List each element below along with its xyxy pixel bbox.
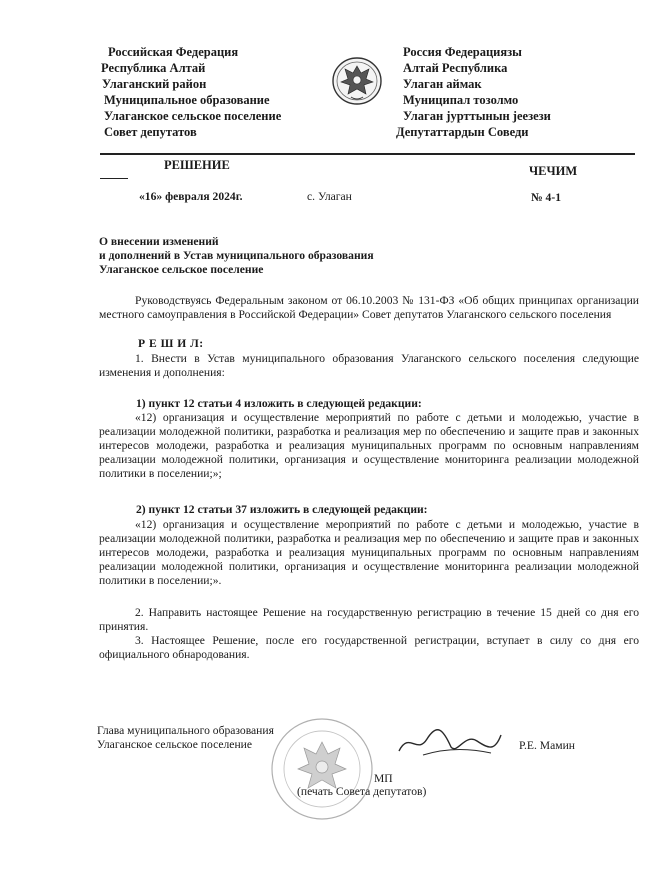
preamble: Руководствуясь Федеральным законом от 06.10.2003 № 131-ФЗ «Об общих принципах организации местного самоуправления в Российской Федерации» Совет депутатов Улаганского сельского поселения xyxy=(99,294,639,321)
header-left-line: Республика Алтай xyxy=(101,61,206,75)
item-3: 3. Настоящее Решение, после его государственной регистрации, вступает в силу со дня его официального обнародования. xyxy=(99,634,639,661)
subject xyxy=(99,235,374,277)
subject-line: и дополнений в Устав муниципального образования xyxy=(99,249,374,262)
header-right-line: Россия Федерациязы xyxy=(403,45,522,59)
signature-title-line: Улаганское сельское поселение xyxy=(97,738,252,751)
coat-of-arms-emblem xyxy=(331,56,383,106)
signatory-name: Р.Е. Мамин xyxy=(519,739,575,752)
header-right-line: Депутаттардын Соведи xyxy=(396,125,529,139)
header-left-line: Улаганский район xyxy=(102,77,207,91)
doc-number: № 4-1 xyxy=(531,191,562,204)
doc-type-left: РЕШЕНИЕ xyxy=(164,158,230,172)
header-left-line: Улаганское сельское поселение xyxy=(104,109,282,123)
header-left-line: Муниципальное образование xyxy=(104,93,270,107)
sub-2-text: «12) организация и осуществление мероприятий по работе с детьми и молодежью, участие в реализации молодежной политики, разработка и реализация мер по обеспечению и защите прав и законных интересов молодежи, разработка и реализация муниципальных программ по основным направлениям реализации молодежной политики, организация и осуществление мониторинга реализации молодежной политики в поселении;». xyxy=(99,518,639,587)
header-right-line: Муниципал тозолмо xyxy=(403,93,519,107)
sub-1-text: «12) организация и осуществление мероприятий по работе с детьми и молодежью, участие в реализации молодежной политики, разработка и реализация мер по обеспечению и защите прав и законных интересов молодежи, разработка и реализация муниципальных программ по основным направлениям реализации молодежной политики, организация и осуществление мониторинга реализации молодежной политики в поселении;»; xyxy=(99,411,639,480)
doc-type-right: ЧЕЧИМ xyxy=(529,164,578,178)
header-right xyxy=(396,44,551,140)
subject-line: Улаганское сельское поселение xyxy=(99,263,264,276)
signature-title xyxy=(97,724,274,752)
header-left xyxy=(101,44,281,140)
decided-label: Р Е Ш И Л: xyxy=(138,337,204,350)
sub-1-heading: 1) пункт 12 статьи 4 изложить в следующей редакции: xyxy=(136,397,422,410)
doc-place: с. Улаган xyxy=(307,190,352,203)
signature-title-line: Глава муниципального образования xyxy=(97,724,274,737)
header-right-line: Улаган аймак xyxy=(403,77,482,91)
stamp-note: (печать Совета депутатов) xyxy=(297,785,427,798)
header-left-line: Совет депутатов xyxy=(104,125,197,139)
item-1: 1. Внести в Устав муниципального образования Улаганского сельского поселения следующие изменения и дополнения: xyxy=(99,352,639,379)
doc-date: «16» февраля 2024г. xyxy=(139,190,243,203)
subject-line: О внесении изменений xyxy=(99,235,219,248)
header-left-line: Российская Федерация xyxy=(108,45,239,59)
handwritten-signature xyxy=(395,725,505,759)
sub-2-heading: 2) пункт 12 статьи 37 изложить в следующей редакции: xyxy=(136,503,428,516)
official-stamp xyxy=(262,714,382,824)
stamp-mp-label: МП xyxy=(374,772,393,785)
item-2: 2. Направить настоящее Решение на государственную регистрацию в течение 15 дней со дня его принятия. xyxy=(99,606,639,633)
doc-type-underline-left xyxy=(100,178,128,179)
header-right-line: Алтай Республика xyxy=(403,61,508,75)
header-right-line: Улаган јурттынын јеезези xyxy=(403,109,551,123)
header-divider xyxy=(100,153,635,155)
